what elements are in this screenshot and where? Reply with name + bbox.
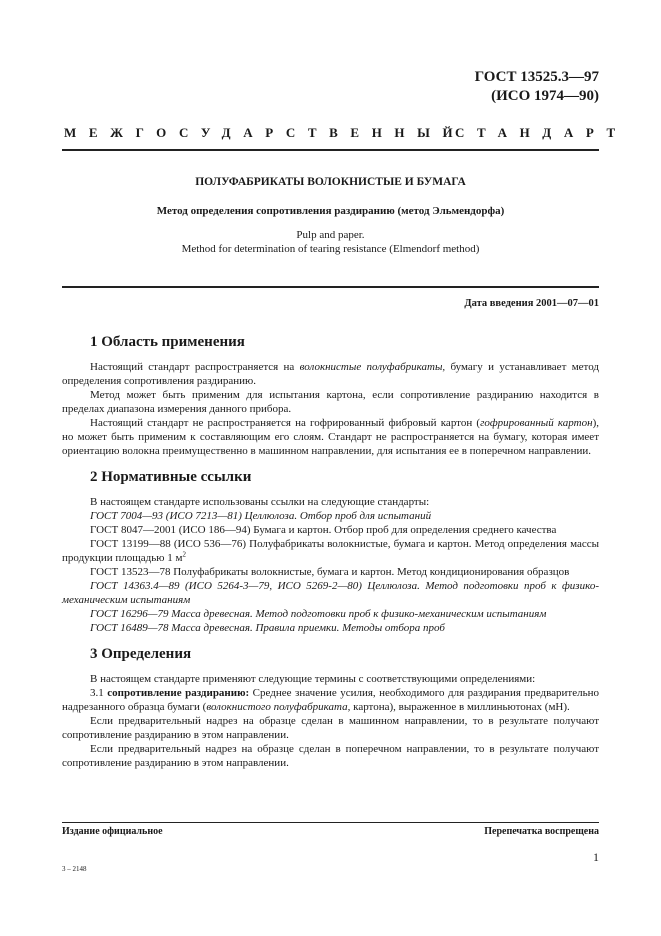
interstate-standard-banner	[64, 125, 628, 141]
page-number: 1	[593, 850, 599, 864]
document-body	[62, 332, 599, 770]
top-rule	[62, 149, 599, 151]
banner-word-interstate: МЕЖГОСУДАРСТВЕННЫЙ	[64, 125, 466, 140]
title-rule	[62, 286, 599, 288]
reference-item: ГОСТ 8047—2001 (ИСО 186—94) Бумага и картон. Отбор проб для определения среднего качества	[90, 524, 557, 536]
section-1-paragraph: Настоящий стандарт распространяется на волокнистые полуфабрикаты, бумагу и устанавливает метод определения сопротивления раздиранию.	[62, 361, 599, 387]
document-title: ПОЛУФАБРИКАТЫ ВОЛОКНИСТЫЕ И БУМАГА	[195, 176, 466, 188]
reference-item: ГОСТ 7004—93 (ИСО 7213—81) Целлюлоза. Отбор проб для испытаний	[90, 510, 432, 522]
section-1-heading: 1 Область применения	[90, 334, 245, 350]
section-1-paragraph: Метод может быть применим для испытания картона, если сопротивление раздиранию находится в пределах диапазона измерения данного прибора.	[62, 389, 599, 415]
document-subtitle: Метод определения сопротивления раздиранию (метод Эльмендорфа)	[156, 205, 505, 217]
section-3-heading: 3 Определения	[90, 646, 192, 662]
reference-item: ГОСТ 16489—78 Масса древесная. Правила приемки. Методы отбора проб	[90, 622, 445, 634]
banner-word-standard: СТАНДАРТ	[455, 125, 628, 140]
effective-date: Дата введения 2001—07—01	[464, 298, 599, 309]
footer-rule	[62, 822, 599, 823]
reference-item: ГОСТ 13523—78 Полуфабрикаты волокнистые, бумага и картон. Метод кондиционирования образцов	[90, 566, 570, 578]
reference-item: ГОСТ 14363.4—89 (ИСО 5264-3—79, ИСО 5269-2—80) Целлюлоза. Метод подготовки проб к физико-механическим испытаниям	[62, 580, 599, 606]
section-1-paragraph: Настоящий стандарт не распространяется на гофрированный фибровый картон (гофрированный картон), но может быть применим к составляющим его слоям. Стандарт не распространяется на бумагу, которая имеет ориентацию волокна преимущественно в машинном направлении, для испытания ее в поперечном направлении.	[62, 417, 599, 457]
section-2-heading: 2 Нормативные ссылки	[90, 469, 252, 485]
section-3-paragraph: Если предварительный надрез на образце сделан в машинном направлении, то в результате получают сопротивление раздиранию в этом направлении.	[62, 715, 599, 741]
reference-item: ГОСТ 16296—79 Масса древесная. Метод подготовки проб к физико-механическим испытаниям	[90, 608, 547, 620]
standard-code-gost: ГОСТ 13525.3—97	[474, 69, 599, 85]
standard-code	[475, 68, 599, 106]
section-2-intro: В настоящем стандарте использованы ссылки на следующие стандарты:	[90, 496, 430, 508]
section-3-paragraph: Если предварительный надрез на образце сделан в поперечном направлении, то в результате получают сопротивление раздиранию в этом направлении.	[62, 743, 599, 769]
official-edition-label: Издание официальное	[62, 826, 163, 837]
definition-3-1: 3.1 сопротивление раздиранию: Среднее значение усилия, необходимого для раздирания предварительно надрезанного образца бумаги (волокнистого полуфабриката, картона), выраженное в миллиньютонах (мН).	[62, 687, 599, 713]
reference-item: ГОСТ 13199—88 (ИСО 536—76) Полуфабрикаты волокнистые, бумага и картон. Метод определения массы продукции площадью 1 $м^2$	[62, 538, 599, 564]
english-title-line1: Pulp and paper.	[296, 229, 365, 241]
print-code: 3 – 2148	[62, 865, 87, 873]
section-3-intro: В настоящем стандарте применяют следующие термины с соответствующими определениями:	[90, 673, 536, 685]
english-title-line2: Method for determination of tearing resistance (Elmendorf method)	[181, 243, 480, 255]
reprint-prohibited-label: Перепечатка воспрещена	[484, 826, 599, 837]
english-title	[62, 228, 599, 256]
standard-code-iso: (ИСО 1974—90)	[491, 88, 599, 104]
